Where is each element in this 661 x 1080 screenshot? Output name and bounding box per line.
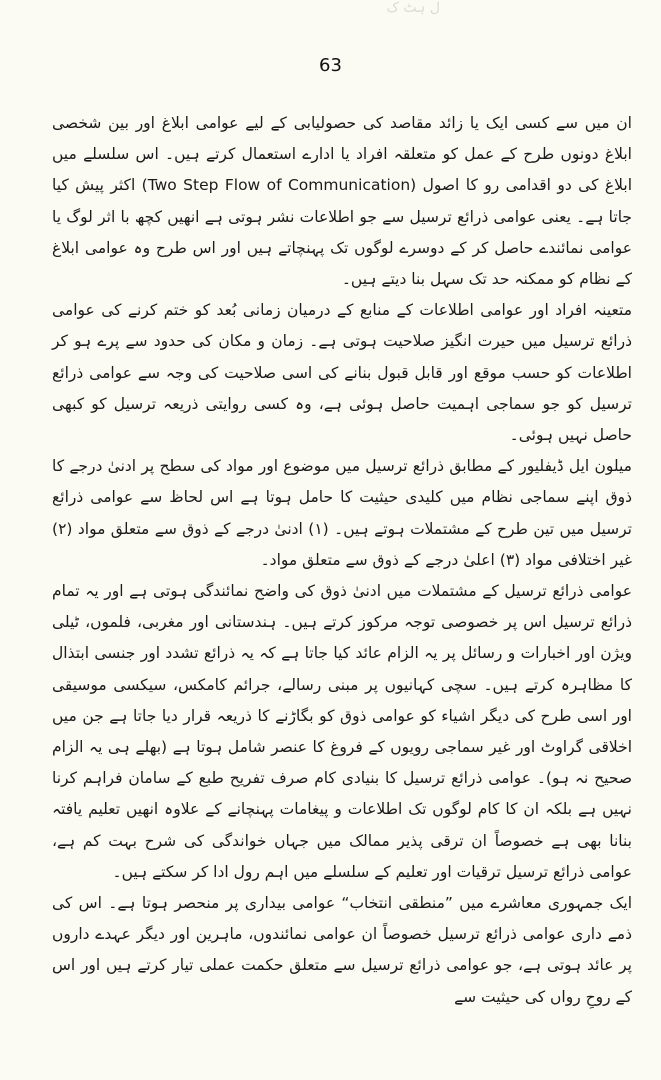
paragraph: ان میں سے کسی ایک یا زائد مقاصد کی حصولیابی کے لیے عوامی ابلاغ اور بین شخصی ابلاغ دونوں طرح کے عمل کو متعلقہ افراد یا ادارے استعمال کرتے ہیں۔ اس سلسلے میں ابلاغ کی دو اقدامی رو کا اصول (Two Step Flow of Communication) اکثر پیش کیا جاتا ہے۔ یعنی عوامی ذرائع ترسیل سے جو اطلاعات نشر ہوتی ہے انھیں کچھ با اثر لوگ یا عوامی نمائندے حاصل کر کے دوسرے لوگوں تک پہنچاتے ہیں اور اس طرح وہ عوامی ابلاغ کے نظام کو ممکنہ حد تک سہل بنا دیتے ہیں۔ [52,114,632,289]
paragraph: ایک جمہوری معاشرے میں ”منطقی انتخاب“ عوامی بیداری پر منحصر ہوتا ہے۔ اس کی ذمے داری عوامی ذرائع ترسیل خصوصاً ان عوامی نمائندوں، ماہرین اور دیگر عہدے داروں پر عائد ہوتی ہے، جو عوامی ذرائع ترسیل سے متعلق حکمت عملی تیار کرتے ہیں اور اس کے روحِ رواں کی حیثیت سے [52,894,632,1006]
bleed-through-text: ل ہٹ ک [386,0,440,16]
english-term: Two Step Flow of Communication [147,176,411,195]
paragraph: میلون ایل ڈیفلیور کے مطابق ذرائع ترسیل میں موضوع اور مواد کی سطح پر ادنیٰ درجے کا ذوق اپنے سماجی نظام میں کلیدی حیثیت کا حامل ہوتا ہے اس لحاظ سے عوامی ذرائع ترسیل میں تین طرح کے مشتملات ہوتے ہیں۔ (۱) ادنیٰ درجے کے ذوق سے متعلق مواد (۲) غیر اختلافی مواد (۳) اعلیٰ درجے کے ذوق سے متعلق مواد۔ [52,457,632,569]
page-number: 63 [319,55,342,76]
paragraph: متعینہ افراد اور عوامی اطلاعات کے منابع کے درمیان زمانی بُعد کو ختم کرنے کی عوامی ذرائع ترسیل میں حیرت انگیز صلاحیت ہوتی ہے۔ زمان و مکان کی حدود سے پرے ہو کر اطلاعات کو حسب موقع اور قابل قبول بنانے کی اسی صلاحیت کی وجہ سے عوامی ذرائع ترسیل کو جو سماجی اہمیت حاصل ہوئی ہے، وہ کسی روایتی ذریعہ ترسیل کو کبھی حاصل نہیں ہوئی۔ [52,301,632,445]
body-text [52,108,632,1013]
paragraph: عوامی ذرائع ترسیل کے مشتملات میں ادنیٰ ذوق کی واضح نمائندگی ہوتی ہے اور یہ تمام ذرائع ترسیل اس پر خصوصی توجہ مرکوز کرتے ہیں۔ ہندستانی اور مغربی، فلموں، ٹیلی ویژن اور اخبارات و رسائل پر یہ الزام عائد کیا جاتا ہے کہ یہ ذرائع تشدد اور جنسی ابتذال کا مظاہرہ کرتے ہیں۔ سچی کہانیوں پر مبنی رسالے، جرائم کامکس، سیکسی موسیقی اور اسی طرح کی دیگر اشیاء کو عوامی ذوق کو بگاڑنے کا ذریعہ قرار دیا جاتا ہے جن میں اخلاقی گراوٹ اور غیر سماجی رویوں کے فروغ کا عنصر شامل ہوتا ہے (بھلے ہی یہ الزام صحیح نہ ہو)۔ عوامی ذرائع ترسیل کا بنیادی کام صرف تفریح طبع کے سامان فراہم کرنا نہیں ہے بلکہ ان کا کام لوگوں تک اطلاعات و پیغامات پہنچانے کے علاوہ انھیں تعلیم یافتہ بنانا بھی ہے خصوصاً ان ترقی پذیر ممالک میں جہاں خواندگی کی شرح بہت کم ہے، عوامی ذرائع ترسیل ترقیات اور تعلیم کے سلسلے میں اہم رول ادا کر سکتے ہیں۔ [52,582,632,881]
